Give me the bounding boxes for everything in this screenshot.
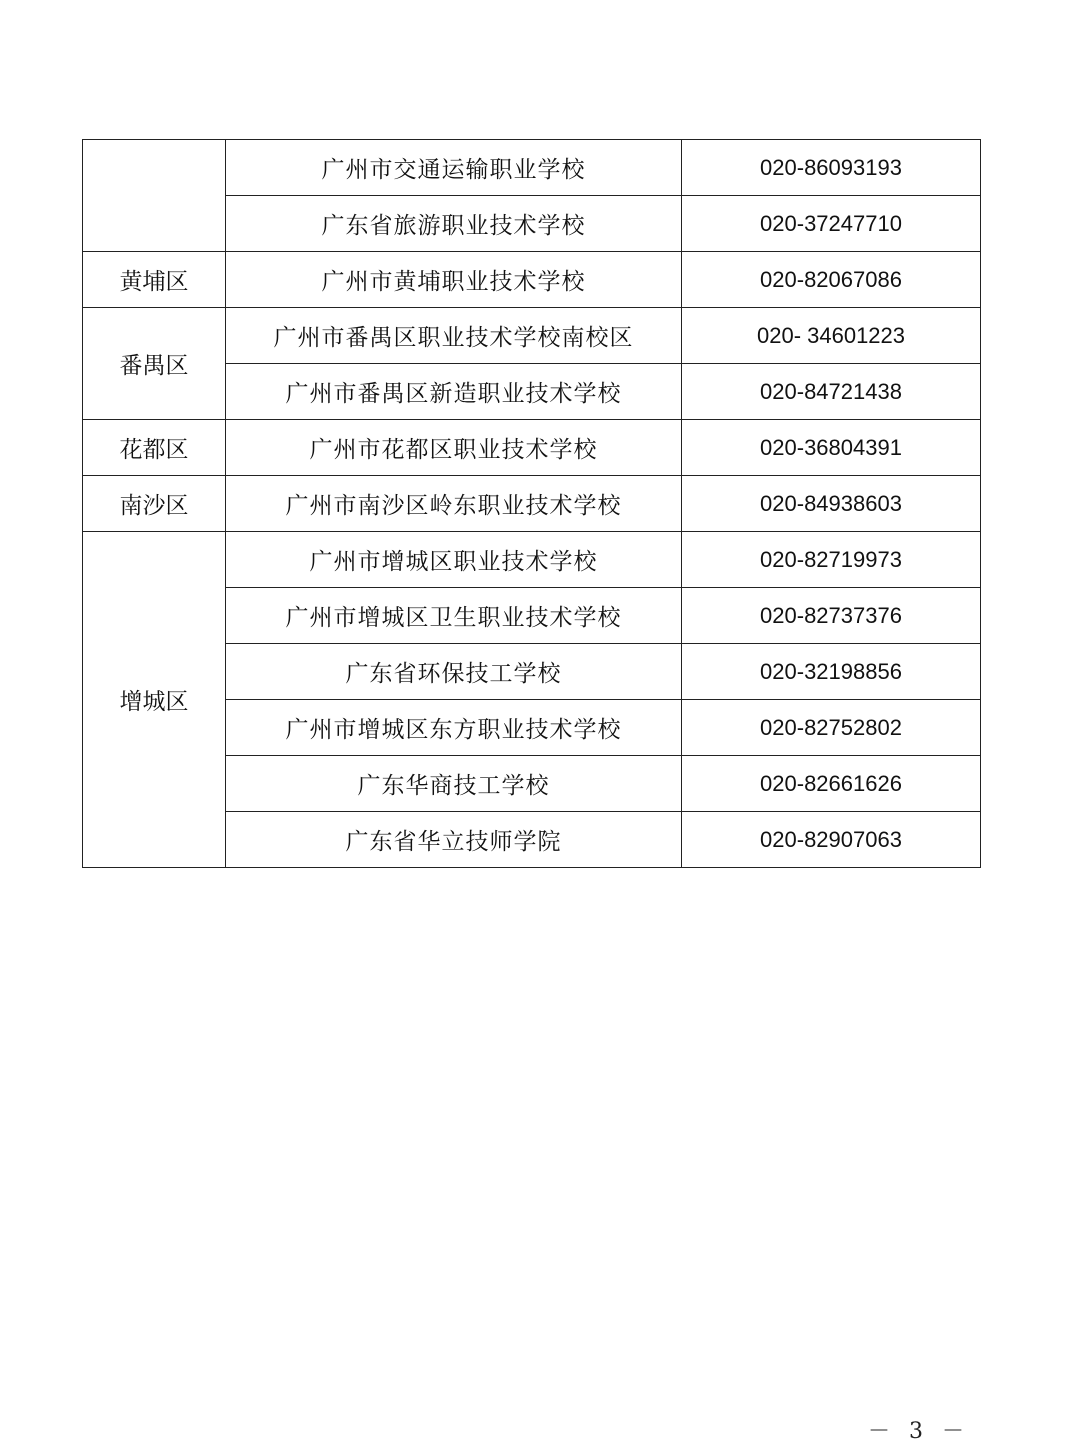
phone-cell: 020-84721438	[682, 364, 981, 420]
table-row	[83, 308, 981, 364]
table-row	[83, 252, 981, 308]
school-name-cell: 广州市花都区职业技术学校	[226, 420, 682, 476]
table-row	[83, 140, 981, 196]
phone-cell: 020-82719973	[682, 532, 981, 588]
district-cell: 花都区	[83, 420, 226, 476]
district-cell: 番禺区	[83, 308, 226, 420]
table-row	[83, 532, 981, 588]
district-cell: 黄埔区	[83, 252, 226, 308]
school-name-cell: 广东省华立技师学院	[226, 812, 682, 868]
district-cell	[83, 140, 226, 252]
school-name-cell: 广东省环保技工学校	[226, 644, 682, 700]
school-name-cell: 广州市增城区东方职业技术学校	[226, 700, 682, 756]
page-number: － 3 －	[868, 1419, 970, 1444]
phone-cell: 020-82661626	[682, 756, 981, 812]
phone-cell: 020-82907063	[682, 812, 981, 868]
school-name-cell: 广州市番禺区新造职业技术学校	[226, 364, 682, 420]
phone-cell: 020-84938603	[682, 476, 981, 532]
school-name-cell: 广东华商技工学校	[226, 756, 682, 812]
phone-cell: 020- 34601223	[682, 308, 981, 364]
district-cell: 南沙区	[83, 476, 226, 532]
phone-cell: 020-82737376	[682, 588, 981, 644]
school-name-cell: 广州市黄埔职业技术学校	[226, 252, 682, 308]
school-name-cell: 广州市增城区职业技术学校	[226, 532, 682, 588]
school-name-cell: 广州市增城区卫生职业技术学校	[226, 588, 682, 644]
phone-cell: 020-37247710	[682, 196, 981, 252]
phone-cell: 020-36804391	[682, 420, 981, 476]
phone-cell: 020-32198856	[682, 644, 981, 700]
phone-cell: 020-82067086	[682, 252, 981, 308]
school-contact-table	[82, 139, 981, 868]
school-name-cell: 广州市番禺区职业技术学校南校区	[226, 308, 682, 364]
school-name-cell: 广州市南沙区岭东职业技术学校	[226, 476, 682, 532]
table-row	[83, 476, 981, 532]
district-cell: 增城区	[83, 532, 226, 868]
phone-cell: 020-82752802	[682, 700, 981, 756]
school-name-cell: 广东省旅游职业技术学校	[226, 196, 682, 252]
table-row	[83, 420, 981, 476]
school-name-cell: 广州市交通运输职业学校	[226, 140, 682, 196]
phone-cell: 020-86093193	[682, 140, 981, 196]
